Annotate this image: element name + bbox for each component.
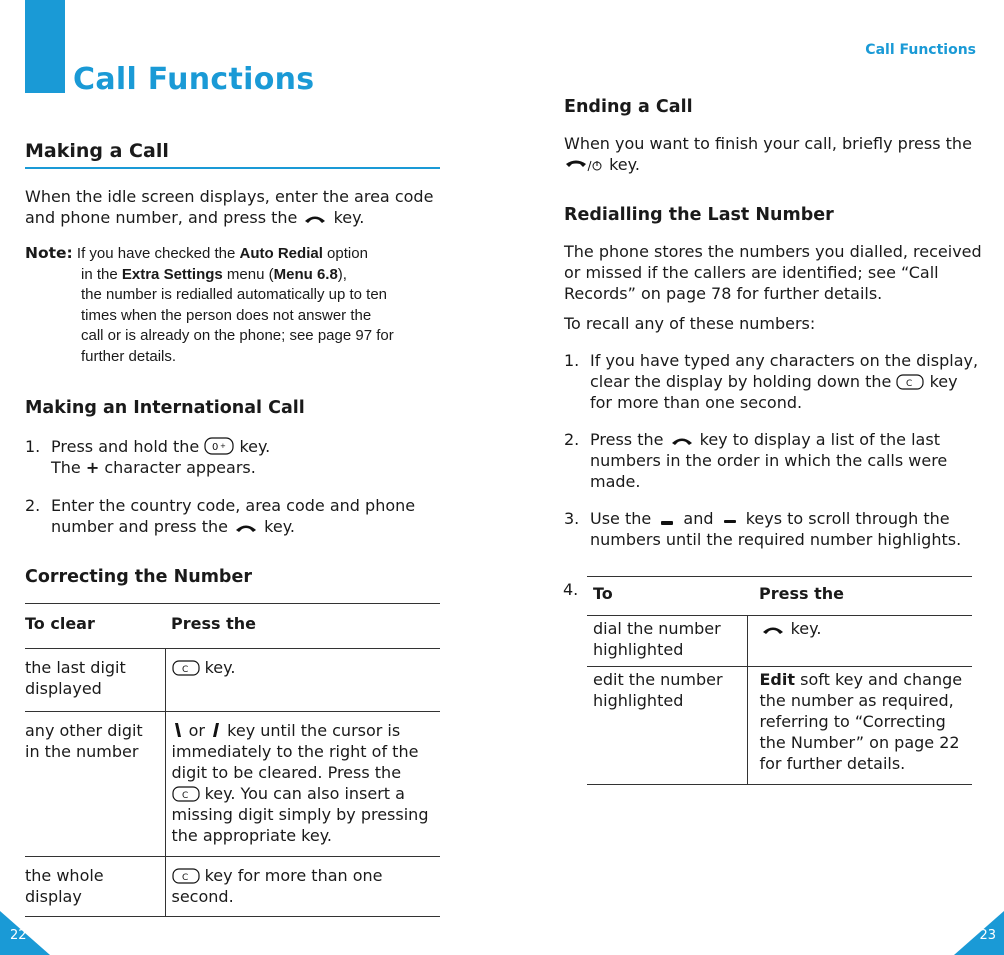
step-number: 2. [564, 430, 580, 449]
chapter-color-bar [25, 0, 65, 93]
text-line: call or is already on the phone; see page 97 for [81, 327, 394, 344]
redial-step-1 [564, 350, 984, 413]
text-line: further details. [81, 347, 177, 365]
text-span: option [327, 245, 368, 262]
ending-call-paragraph [564, 133, 984, 175]
table-cell: the whole display [25, 866, 104, 906]
table-cell: edit the number highlighted [593, 670, 723, 710]
edit-soft-key-label: Edit [759, 670, 796, 689]
table-cell [165, 712, 440, 857]
text-line: The phone stores the numbers you dialled, received [564, 242, 982, 261]
text-line [81, 265, 445, 286]
heading-correcting-number: Correcting the Number [25, 567, 252, 587]
text-span: key. You can also insert a missing digit simply by pressing the appropriate key. [171, 784, 429, 845]
table-cell [165, 857, 440, 917]
text-span: soft key and change the number as required, referring to “Correcting the Number” on page 22 for further details. [759, 670, 963, 773]
table-row [25, 857, 440, 917]
text-span: number and press the [51, 517, 228, 536]
text-span: in the [81, 265, 118, 283]
note-body [25, 265, 445, 368]
text-line: When the idle screen displays, enter the area code [25, 187, 434, 206]
text-span: ), [337, 265, 347, 283]
column-header: Press the [759, 584, 844, 603]
redial-step-2 [564, 429, 984, 492]
text-span: clear the display by holding down the [590, 372, 892, 391]
page-number-tab-left [0, 911, 52, 955]
text-span: If you have checked the [76, 245, 236, 262]
table-cell [747, 616, 972, 667]
text-line [590, 508, 984, 529]
making-call-paragraph [25, 186, 440, 228]
step-number: 1. [564, 351, 580, 370]
column-header: To [593, 584, 613, 603]
note-auto-redial [25, 243, 445, 367]
international-step-2 [25, 495, 440, 537]
text-line [51, 516, 440, 537]
redialling-paragraph [564, 241, 984, 304]
page-number: 22 [10, 928, 27, 943]
correcting-table [25, 603, 440, 917]
step-number: 4. [563, 580, 579, 599]
step-number: 1. [25, 437, 41, 456]
column-header: To clear [25, 614, 95, 633]
text-line [51, 457, 440, 478]
send-key-icon [302, 212, 328, 226]
table-row [587, 667, 972, 785]
text-span: The [51, 458, 81, 477]
clear-key-icon [172, 660, 200, 676]
table-row [587, 616, 972, 667]
text-span: key [929, 372, 958, 391]
table-row [25, 712, 440, 857]
table-row [25, 649, 440, 712]
right-soft-key-icon [210, 721, 222, 739]
text-span: key. [333, 208, 365, 227]
table-header-row [25, 604, 440, 649]
text-line: Records” on page 78 for further details. [564, 284, 883, 303]
table-cell: dial the number highlighted [593, 619, 721, 659]
text-span: and phone number, and press the [25, 208, 298, 227]
text-span: or [188, 721, 205, 740]
text-span: key. [264, 517, 295, 536]
text-line: the number is redialled automatically up to ten [81, 286, 388, 303]
table-cell: the last digit displayed [25, 658, 126, 698]
plus-character: + [85, 458, 100, 477]
zero-plus-key-icon [204, 437, 234, 455]
text-line: When you want to finish your call, briefly press the [564, 134, 972, 153]
svg-text:C: C [181, 873, 188, 883]
svg-text:0: 0 [212, 442, 219, 453]
table-cell [747, 667, 972, 785]
page-corner-shape [952, 911, 1004, 955]
text-span: key. [609, 155, 640, 174]
text-span: Press and hold the [51, 437, 200, 456]
text-span: key until the cursor is immediately to the right of the digit to be cleared. Press the [171, 721, 419, 782]
left-soft-key-icon [172, 721, 184, 739]
text-span: key to display a list of the last [699, 430, 940, 449]
text-line [590, 429, 984, 450]
step-number: 2. [25, 496, 41, 515]
svg-text:+: + [220, 442, 227, 450]
heading-making-a-call: Making a Call [25, 138, 440, 169]
text-span: menu ( [226, 265, 274, 283]
redial-step-3 [564, 508, 984, 550]
heading-international-call: Making an International Call [25, 398, 305, 418]
table-cell [165, 649, 440, 712]
note-label: Note: [25, 244, 73, 262]
text-line: If you have typed any characters on the display, [590, 351, 979, 370]
text-span: character appears. [104, 458, 256, 477]
text-span: key for more than one second. [171, 866, 383, 906]
menu-name-extra-settings: Extra Settings [121, 265, 223, 283]
text-line: times when the person does not answer the [81, 306, 372, 324]
text-line: numbers until the required number highlights. [590, 530, 962, 549]
heading-ending-call: Ending a Call [564, 97, 693, 117]
svg-text:C: C [181, 665, 188, 675]
text-line [564, 154, 984, 175]
table-header-row [587, 577, 972, 616]
text-span: and [683, 509, 714, 528]
text-span: key. [204, 658, 236, 677]
volume-down-key-icon [719, 513, 741, 527]
column-header: Press the [171, 614, 256, 633]
text-span: key. [239, 437, 271, 456]
text-line: or missed if the callers are identified; see “Call [564, 263, 939, 282]
page-number-tab-right [952, 911, 1004, 955]
international-step-1 [25, 436, 440, 478]
text-line: numbers in the order in which the calls were [590, 451, 948, 470]
text-line [51, 436, 440, 457]
redialling-intro: To recall any of these numbers: [564, 314, 816, 333]
page-number: 23 [979, 928, 996, 943]
step-number: 3. [564, 509, 580, 528]
text-span: keys to scroll through the [745, 509, 950, 528]
text-span: key. [790, 619, 822, 638]
svg-text:C: C [906, 379, 913, 389]
send-key-icon [669, 434, 695, 448]
table-cell: any other digit in the number [25, 721, 143, 761]
menu-name-auto-redial: Auto Redial [239, 245, 323, 262]
clear-key-icon [172, 786, 200, 802]
send-key-icon [758, 623, 786, 637]
chapter-title: Call Functions [73, 62, 315, 97]
volume-up-key-icon [656, 513, 678, 527]
text-line: for more than one second. [590, 393, 803, 412]
text-line [590, 371, 984, 392]
text-line: made. [590, 472, 641, 491]
clear-key-icon [896, 374, 924, 390]
running-head: Call Functions [865, 42, 976, 58]
svg-text:C: C [181, 791, 188, 801]
text-span: Press the [590, 430, 664, 449]
menu-number: Menu 6.8 [273, 265, 338, 283]
end-power-key-icon [564, 159, 604, 173]
send-key-icon [233, 521, 259, 535]
redial-options-table [587, 576, 972, 785]
clear-key-icon [172, 868, 200, 884]
text-line: Enter the country code, area code and phone [51, 496, 416, 515]
text-line [25, 207, 440, 228]
heading-redialling: Redialling the Last Number [564, 205, 834, 225]
text-span: Use the [590, 509, 652, 528]
